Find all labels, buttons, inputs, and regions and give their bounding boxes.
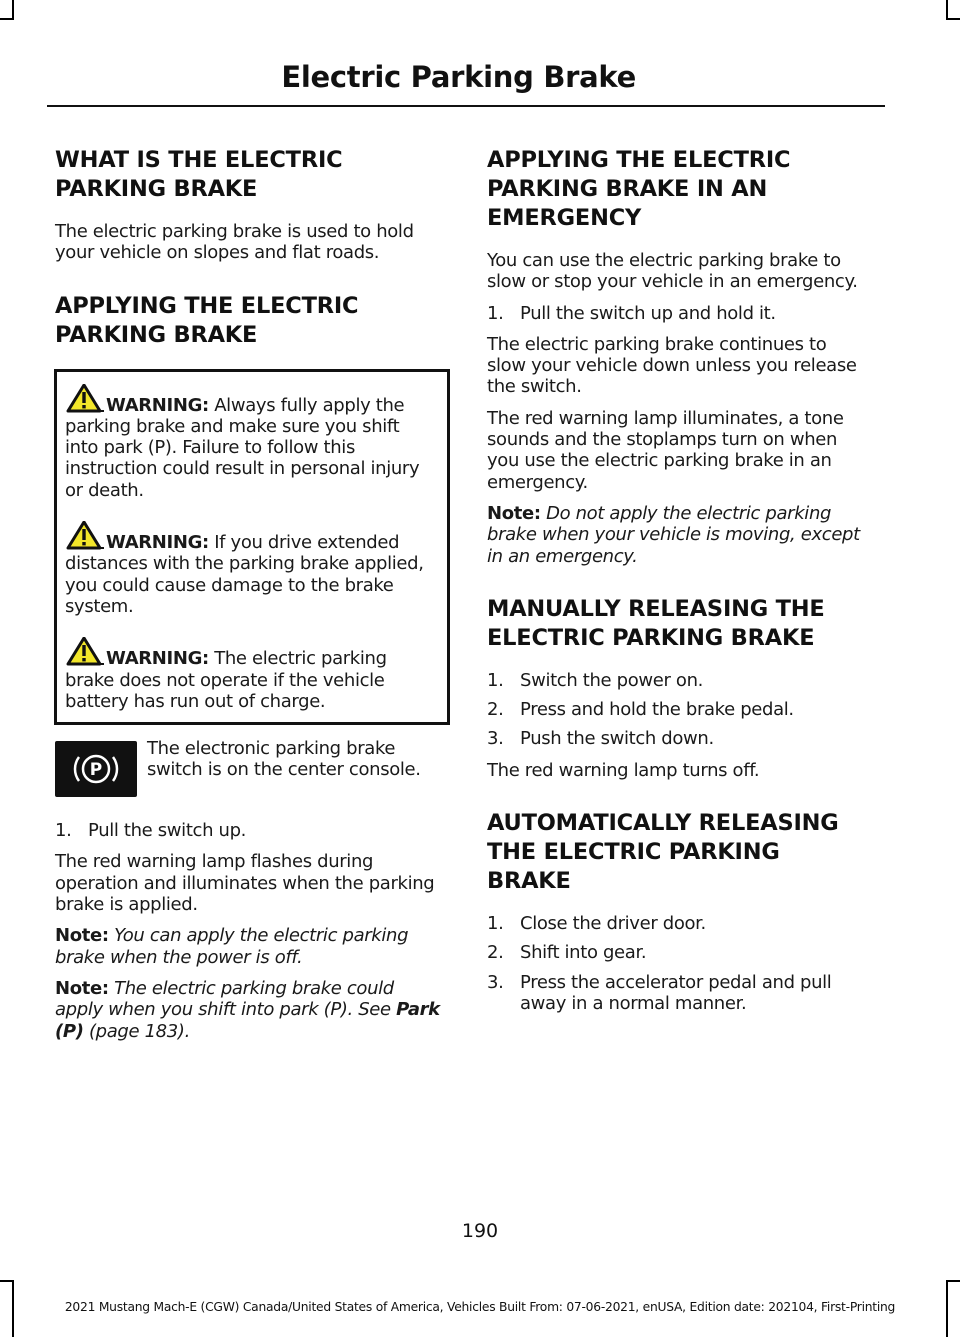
warning-triangle-icon <box>62 521 106 551</box>
section-heading: APPLYING THE ELECTRIC PARKING BRAKE IN AN EMERGENCY <box>487 147 791 231</box>
paragraph: The red warning lamp flashes during operation and illuminates when the parking brake is applied. <box>55 851 435 916</box>
paragraph: You can use the electric parking brake to slow or stop your vehicle in an emergency. <box>487 250 858 293</box>
crop-mark <box>12 0 14 20</box>
paragraph: The red warning lamp turns off. <box>487 759 760 781</box>
crop-mark <box>0 1280 14 1282</box>
console-description: The electronic parking brake switch is on the center console. <box>147 738 421 781</box>
note: Note: Do not apply the electric parking brake when your vehicle is moving, except in an emergency. <box>487 502 860 567</box>
warning-triangle-icon <box>62 384 106 414</box>
svg-text:P: P <box>89 760 103 781</box>
crop-mark <box>946 18 960 20</box>
crop-mark <box>946 0 948 20</box>
section-heading: WHAT IS THE ELECTRIC PARKING BRAKE <box>55 147 343 202</box>
note: Note: The electric parking brake could apply when you shift into park (P). See Park (P) (page 183). <box>55 977 440 1042</box>
paragraph: The electric parking brake continues to slow your vehicle down unless you release the switch. <box>487 333 857 398</box>
note: Note: You can apply the electric parking brake when the power is off. <box>55 925 409 968</box>
list-item: 2. Shift into gear. <box>487 942 647 964</box>
step-list <box>487 303 882 324</box>
list-item: 1. Switch the power on. <box>487 669 703 691</box>
warning-item: WARNING: If you drive extended distances with the parking brake applied, you could cause damage to the brake system. <box>65 521 439 617</box>
warning-box <box>54 369 450 726</box>
page-reference-link[interactable]: Park <box>396 999 440 1021</box>
crop-mark <box>946 1280 960 1282</box>
section-heading: AUTOMATICALLY RELEASING THE ELECTRIC PARKING BRAKE <box>487 810 839 895</box>
list-item: 1. Pull the switch up. <box>55 820 247 842</box>
footer-text: 2021 Mustang Mach-E (CGW) Canada/United States of America, Vehicles Built From: 07-06-2021, enUSA, Edition date: 202104, First-Printing <box>64 1300 896 1314</box>
step-list <box>55 820 447 841</box>
paragraph: The electric parking brake is used to hold your vehicle on slopes and flat roads. <box>55 221 414 264</box>
crop-mark <box>0 18 14 20</box>
step-list <box>487 670 882 750</box>
list-item: 3. Press the accelerator pedal and pull away in a normal manner. <box>487 971 832 1014</box>
warning-item: WARNING: Always fully apply the parking brake and make sure you shift into park (P). Failure to follow this instruction could result in personal injury or death. <box>65 384 439 501</box>
warning-item: WARNING: The electric parking brake does not operate if the vehicle battery has run out of charge. <box>65 637 439 712</box>
left-column <box>55 146 447 1042</box>
page-title: Electric Parking Brake <box>281 60 636 94</box>
list-item: 1. Close the driver door. <box>487 913 706 935</box>
list-item: 3. Push the switch down. <box>487 728 714 750</box>
header-divider <box>47 105 885 107</box>
console-switch-row <box>55 738 447 816</box>
page-number: 190 <box>461 1220 499 1242</box>
section-heading: MANUALLY RELEASING THE ELECTRIC PARKING BRAKE <box>487 595 825 651</box>
list-item: 1. Pull the switch up and hold it. <box>487 302 776 324</box>
right-column <box>487 146 882 1014</box>
paragraph: The red warning lamp illuminates, a tone sounds and the stoplamps turn on when you use the electric parking brake in an emergency. <box>487 407 844 493</box>
step-list <box>487 913 882 1014</box>
list-item: 2. Press and hold the brake pedal. <box>487 699 794 721</box>
section-heading: APPLYING THE ELECTRIC PARKING BRAKE <box>55 292 359 348</box>
parking-brake-icon <box>55 741 137 797</box>
warning-triangle-icon <box>62 637 106 667</box>
